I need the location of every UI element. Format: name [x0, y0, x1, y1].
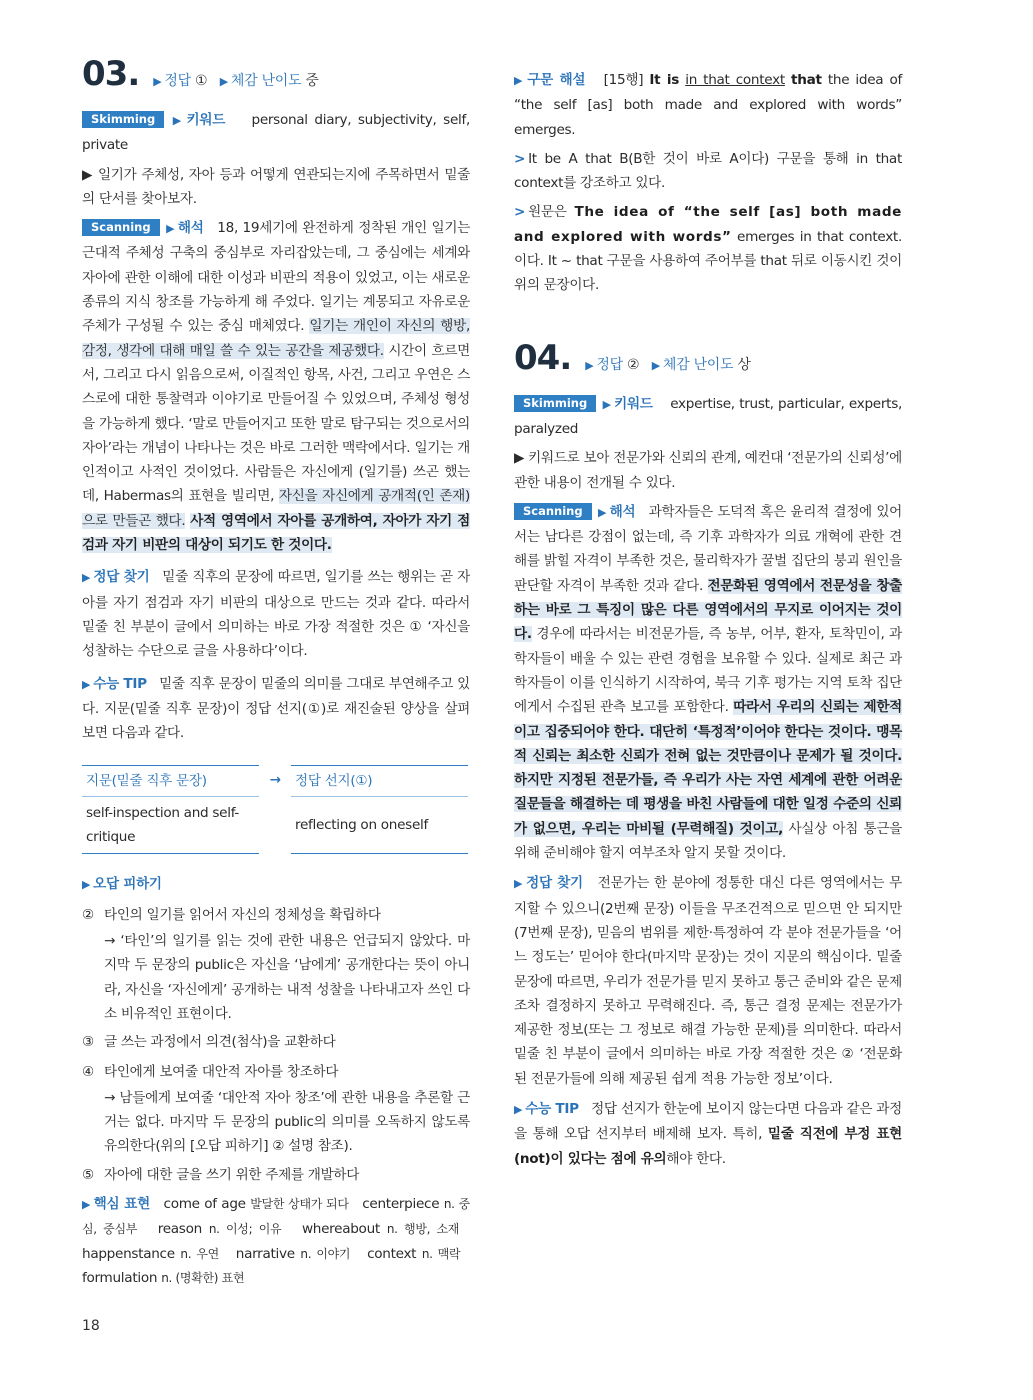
- right-arrow-icon: →: [269, 772, 281, 789]
- page-number: 18: [82, 1318, 100, 1334]
- highlighted-bold-text: 사적 영역에서 자아를 공개하여, 자아가 자기 점검과 자기 비판의 대상이 되기도 한 것이다.: [82, 512, 470, 554]
- triangle-icon: ▶: [82, 677, 91, 691]
- skimming-note: ▶ 일기가 주체성, 자아 등과 어떻게 연관되는지에 주목하면서 밑줄의 단서를 찾아보자.: [82, 166, 470, 207]
- triangle-icon: ▶: [514, 1102, 523, 1116]
- highlighted-text: 일기는 개인이 자신의 행방, 감정, 생각에 대해 매일 쓸 수 있는 공간을 제공했다.: [82, 318, 470, 359]
- list-item: ④ 타인에게 보여줄 대안적 자아를 창조하다: [82, 1063, 339, 1080]
- skimming-badge: Skimming: [514, 395, 596, 412]
- right-column: [514, 68, 902, 1176]
- triangle-icon: ▶: [219, 75, 228, 88]
- answer-finding: ▶ 정답 찾기 전문가는 한 분야에 정통한 대신 다른 영역에서는 무지할 수 있으니(2번째 문장) 이들을 무조건적으로 믿으면 안 되지만(7번째 문장), 믿음의 범위를 제한·특정하여 각 분야 전문가들을 ‘어느 정도는’ 믿어야 한다(마지막 문장)는 것이 지문의 핵심이다. 밑줄 문장에 따르면, 우리가 전문가를 믿지 못하고 통근 준비와 같은 문제조차 결정하지 못하고 무력해진다. 즉, 통근 결정 문제는 전문가가 제공한 정보(또는 그 정보로 해결 가능한 문제)를 의미한다. 따라서 밑줄 친 부분이 글에서 의미하는 바로 가장 적절한 것은 ② ‘전문화된 전문가들에 의해 제공된 쉽게 적용 가능한 정보’이다.: [514, 875, 902, 1087]
- table-header-left: 지문(밑줄 직후 문장): [82, 765, 259, 797]
- triangle-icon: ▶: [514, 74, 525, 87]
- question-meta: ▶ 정답 ① ▶ 체감 난이도 중: [153, 73, 319, 89]
- skimming-note: ▶ 키워드로 보아 전문가와 신뢰의 관계, 예컨대 ‘전문가의 신뢰성’에 관한 내용이 전개될 수 있다.: [514, 450, 903, 491]
- list-item: ③ 글 쓰는 과정에서 의견(첨삭)을 교환하다: [82, 1034, 336, 1051]
- exam-tip: ▶ 수능 TIP 밑줄 직후 문장이 밑줄의 의미를 그대로 부연해주고 있다. 지문(밑줄 직후 문장)이 정답 선지(①)로 재진술된 양상을 살펴보면 다음과 같다.: [82, 675, 470, 742]
- translation-paragraph: Scanning ▶ 해석 18, 19세기에 완전하게 정착된 개인 일기는 근대적 주체성 구축의 중심부로 자리잡았는데, 그 중심에는 세계와 자아에 관한 이해에 대한 이성과 비판의 적용이 있었고, 이는 새로운 종류의 지식 창조를 가능하게 해 주었다. 일기는 계몽되고 자유로운 주체가 구성될 수 있는 중심 매체였다. 일기는 개인이 자신의 행방, 감정, 생각에 대해 매일 쓸 수 있는 공간을 제공했다. 시간이 흐르면서, 그리고 다시 읽음으로써, 이질적인 항목, 사건, 그리고 우연은 스스로에 대한 통찰력과 이야기로 만들어질 수 있었으며, 주체성 형성을 가능하게 했다. ‘말로 만들어지고 또한 말로 탐구되는 것으로서의 자아’라는 개념이 나타나는 것은 바로 그러한 맥락에서다. 일기는 개인적이고 사적인 것이었다. 사람들은 자신에게 (일기를) 쓰곤 했는데, Habermas의 표현을 빌리면, 자신을 자신에게 공개적(인 존재)으로 만들곤 했다. 사적 영역에서 자아를 공개하여, 자아가 자기 점검과 자기 비판의 대상이 되기도 한 것이다.: [82, 220, 470, 554]
- scanning-badge: Scanning: [82, 219, 160, 236]
- triangle-icon: ▶: [153, 75, 162, 88]
- table-header-right: 정답 선지(①): [291, 765, 468, 797]
- keywords: personal diary, subjectivity, self, private: [82, 112, 470, 154]
- wrong-answer-heading: ▶ 오답 피하기: [82, 876, 162, 893]
- triangle-icon: ▶: [170, 114, 184, 127]
- highlighted-bold-text: 전문화된 영역에서 전문성을 창출하는 바로 그 특징이 많은 다른 영역에서의 무지로 이어지는 것이다.: [514, 577, 902, 643]
- table-cell-right: reflecting on oneself: [291, 797, 468, 854]
- highlighted-bold-text: 따라서 우리의 신뢰는 제한적이고 집중되어야 한다. 대단히 ‘특정적’이어야 한다는 것이다. 맹목적 신뢰는 최소한 신뢰가 전혀 없는 것만큼이나 문제가 될 것이다. 하지만 지정된 전문가들, 즉 우리가 사는 자연 세계에 관한 어려운 질문들을 해결하는 데 평생을 바친 사람들에 대한 일정 수준의 신뢰가 없으면, 우리는 마비될 (무력해질) 것이고,: [514, 699, 903, 837]
- keywords: expertise, trust, particular, experts, paralyzed: [514, 395, 902, 437]
- triangle-icon: ▶: [597, 505, 607, 519]
- scanning-badge: Scanning: [514, 503, 592, 520]
- list-item: ② 타인의 일기를 읽어서 자신의 정체성을 확립하다: [82, 906, 381, 923]
- answer-finding: ▶ 정답 찾기 밑줄 직후의 문장에 따르면, 일기를 쓰는 행위는 곧 자아를 자기 점검과 자기 비판의 대상으로 만드는 것과 같다. 따라서 밑줄 친 부분이 글에서 의미하는 바로 가장 적절한 것은 ① ‘자신을 성찰하는 수단으로 글을 사용하다’이다.: [82, 569, 470, 660]
- exam-tip: ▶ 수능 TIP 정답 선지가 한눈에 보이지 않는다면 다음과 같은 과정을 통해 오답 선지부터 배제해 보자. 특히, 밑줄 직전에 부정 표현(not)이 있다는 점에 유의해야 한다.: [514, 1100, 902, 1167]
- triangle-icon: ▶: [82, 1197, 91, 1211]
- skimming-section: Skimming ▶ 키워드 expertise, trust, particular, experts, paralyzed: [514, 395, 902, 437]
- chevron-right-icon: >: [514, 150, 526, 167]
- option-list: [82, 903, 470, 1187]
- question-meta: ▶ 정답 ② ▶ 체감 난이도 상: [585, 356, 751, 373]
- list-item: ⑤ 자아에 대한 글을 쓰기 위한 주제를 개발하다: [82, 1166, 360, 1183]
- skimming-badge: Skimming: [82, 111, 164, 128]
- question-04-header: [514, 336, 902, 380]
- triangle-icon: ▶: [165, 222, 175, 236]
- option-note: → 남들에게 보여줄 ‘대안적 자아 창조’에 관한 내용을 추론할 근거는 없다. 마지막 두 문장의 public의 의미를 오독하지 않도록 유의한다(위의 [오답 피하기] ② 설명 참조).: [104, 1089, 470, 1155]
- triangle-icon: ▶: [514, 877, 524, 891]
- table-cell-left: self-inspection and self-critique: [82, 797, 259, 854]
- question-number: 03.: [82, 54, 140, 94]
- question-number: 04.: [514, 337, 572, 378]
- question-03-header: [82, 52, 470, 96]
- option-note: → ‘타인’의 일기를 읽는 것에 관한 내용은 언급되지 않았다. 마지막 두 문장의 public은 자신을 ‘남에게’ 공개한다는 뜻이 아니라, 자신을 ‘자신에게’ 공개하는 내적 성찰을 나타내고자 쓰인 다소 비유적인 표현이다.: [104, 933, 470, 1022]
- triangle-icon: ▶: [82, 878, 91, 892]
- translation-paragraph: Scanning ▶ 해석 과학자들은 도덕적 혹은 윤리적 결정에 있어서는 남다른 강점이 없는데, 즉 기후 과학자가 의료 개혁에 관한 견해를 밝힐 자격이 부족한 것은, 물리학자가 꿀벌 집단의 붕괴 원인을 판단할 자격이 부족한 것과 같다. 전문화된 영역에서 전문성을 창출하는 바로 그 특징이 많은 다른 영역에서의 무지로 이어지는 것이다. 경우에 따라서는 비전문가들, 즉 농부, 어부, 환자, 토착민이, 과학자들이 배울 수 있는 관련 경험을 보유할 수 있다. 실제로 최근 과학자들이 이를 인식하기 시작하여, 북극 기후 평가는 지역 토착 집단에게서 수집된 관측 보고를 포함한다. 따라서 우리의 신뢰는 제한적이고 집중되어야 한다. 대단히 ‘특정적’이어야 한다는 것이다. 맹목적 신뢰는 최소한 신뢰가 전혀 없는 것만큼이나 문제가 될 것이다. 하지만 지정된 전문가들, 즉 우리가 사는 자연 세계에 관한 어려운 질문들을 해결하는 데 평생을 바친 사람들에 대한 일정 수준의 신뢰가 없으면, 우리는 마비될 (무력해질) 것이고, 사실상 아침 통근을 위해 준비해야 할지 여부조차 알지 못할 것이다.: [514, 503, 903, 862]
- structure-note: > 원문은 The idea of “the self [as] both made and explored with words” emerges in that context.이다. It ~ that 구문을 사용하여 주어부를 that 뒤로 이동시킨 것이 위의 문장이다.: [514, 204, 902, 294]
- structure-note: > It be A that B(B한 것이 바로 A이다) 구문을 통해 in that context를 강조하고 있다.: [514, 150, 902, 192]
- paraphrase-table: [82, 765, 470, 854]
- triangle-icon: ▶: [585, 358, 594, 372]
- structure-explanation: ▶ 구문 해설 [15행] It is in that context that the idea of “the self [as] both made and explored with words” emerges.: [514, 72, 902, 138]
- left-column: [82, 52, 470, 1295]
- vocabulary: ▶ 핵심 표현 come of age 발달한 상태가 되다 centerpiece n. 중심, 중심부 reason n. 이성; 이유 whereabout n. 행방, 소재 happenstance n. 우연 narrative n. 이야기 context n. 맥락 formulation n. (명확한) 표현: [82, 1195, 470, 1286]
- skimming-section: Skimming ▶ 키워드 personal diary, subjectivity, self, private: [82, 112, 470, 154]
- triangle-icon: ▶: [651, 358, 660, 372]
- triangle-icon: ▶: [602, 397, 612, 411]
- triangle-icon: ▶: [82, 571, 91, 585]
- chevron-right-icon: >: [514, 204, 526, 221]
- highlighted-text: 자신을 자신에게 공개적(인 존재)으로 만들곤 했다.: [82, 488, 470, 529]
